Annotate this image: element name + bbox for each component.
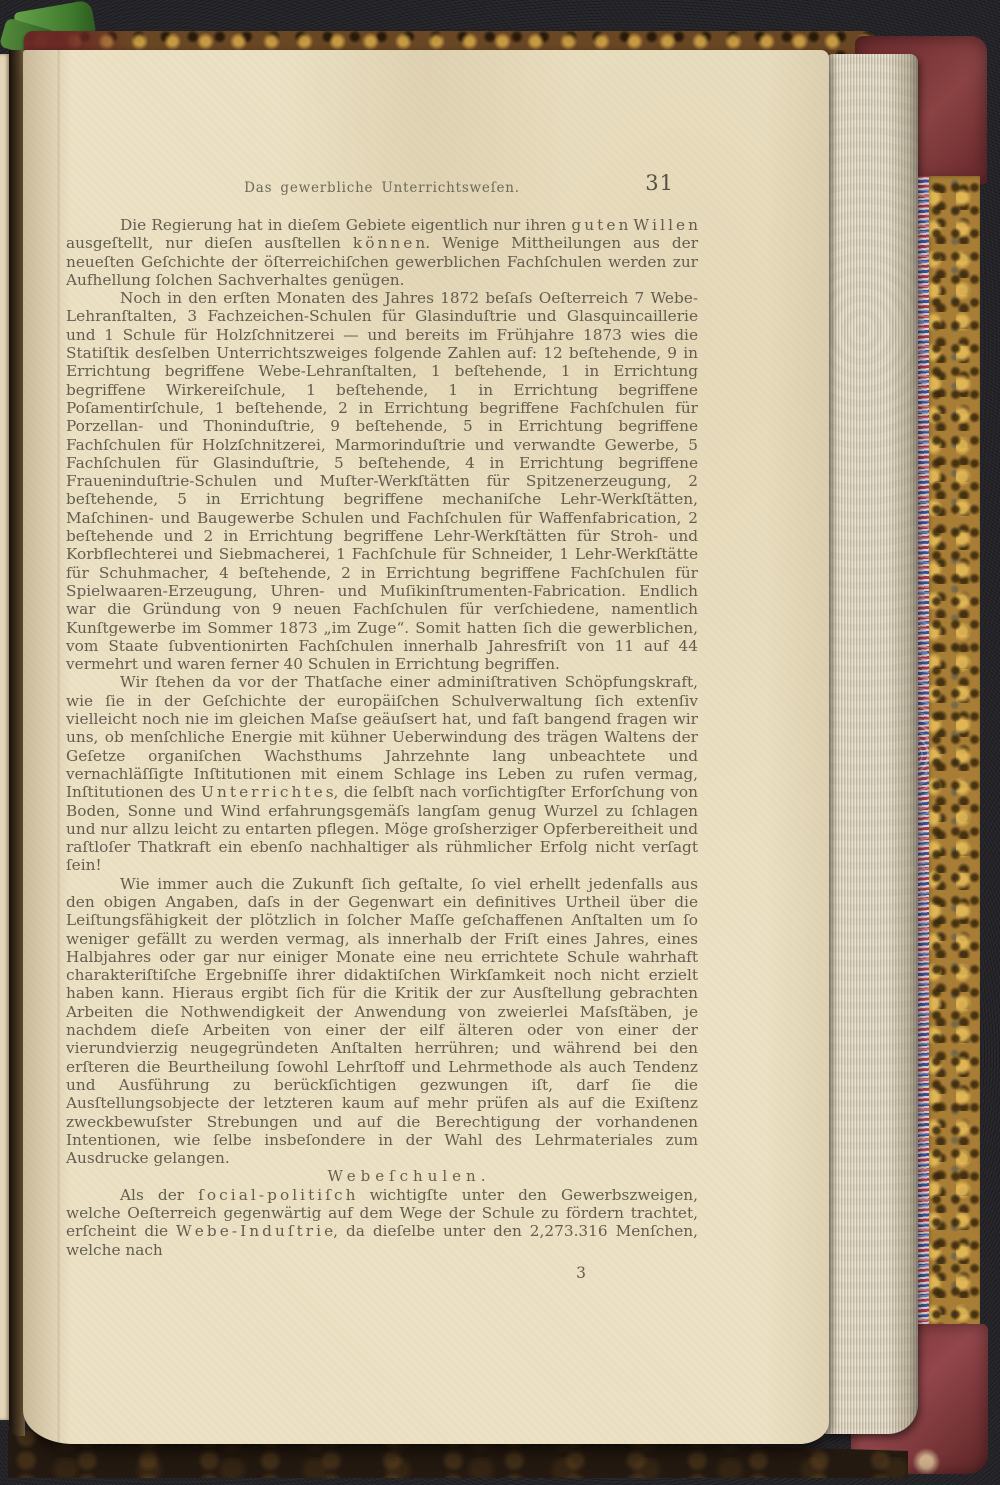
page-number: 31 (645, 171, 674, 195)
paragraph: Wie immer auch die Zukunft ſich geſtalte, ſo viel erhellt jedenfalls aus den obigen Angaben, daſs in der Gegenwart ein definitives Urtheil über die Leiſtungsfähigkeit der plötzlich in ſolcher Maſſe geſchaffenen Anſtalten um ſo weniger gefällt zu werden vermag, als innerhalb der Friſt eines Jahres, eines Halbjahres oder gar nur einiger Monate eine neu errichtete Schule wahrhaft charakteriſtiſche Ergebniſſe ihrer didaktiſchen Wirkſamkeit noch nicht erzielt haben kann. Hieraus ergibt ſich für die Kritik der zur Ausſtellung gebrachten Arbeiten die Nothwendigkeit der Anwendung von zweierlei Maſsſtäben, je nachdem dieſe Arbeiten von einer der eilf älteren oder von einer der vierundvierzig neugegründeten Anſtalten herrühren; und während bei den erſteren die Beurtheilung ſowohl Lehrſtoff und Lehrmethode als auch Tendenz und Ausführung zu berückſichtigen gezwungen iſt, darf ſie die Ausſtellungsobjecte der letzteren kaum auf mehr prüfen als auf die Exiſtenz zweckbewuſster Strebungen und auf die Berechtigung der vorhandenen Intentionen, wie ſelbe insbeſondere in der Wahl des Lehrmateriales zum Ausdrucke gelangen. (66, 874, 698, 1168)
book-page (23, 50, 829, 1444)
signature-mark: 3 (576, 1263, 586, 1282)
paragraph: Wir ſtehen da vor der Thatſache einer adminiſtrativen Schöpfungskraft, wie ſie in der Geſchichte der europäiſchen Schulverwaltung ſich extenſiv vielleicht noch nie im gleichen Maſse geäuſsert hat, und faſt bangend fragen wir uns, ob menſchliche Energie mit kühner Ueberwindung des trägen Waltens der Geſetze organiſchen Wachsthums Jahrzehnte lang unbeachtete und vernachläſſigte Inſtitutionen mit einem Schlage ins Leben zu rufen vermag, Inſtitutionen des U n t e r r i c h t e s, die ſelbſt nach vorſichtigſter Erforſchung von Boden, Sonne und Wind erfahrungsgemäſs langſam genug Wurzel zu ſchlagen und nur allzu leicht zu entarten pflegen. Möge groſsherziger Opferbereitheit und raſtloſer Thatkraft ein ebenſo nachhaltiger als rühmlicher Erfolg nicht verſagt ſein! (66, 673, 698, 875)
body-text (66, 216, 698, 1282)
section-heading: Webeſchulen. (327, 1167, 491, 1186)
running-title: Das gewerbliche Unterrichtsweſen. (244, 180, 520, 196)
page-content (66, 171, 698, 1282)
paragraph: Noch in den erſten Monaten des Jahres 1872 beſaſs Oeſterreich 7 Webe-Lehranſtalten, 3 Fachzeichen-Schulen für Glasinduſtrie und Glasquincaillerie und 1 Schule für Holzſchnitzerei — und bereits im Frühjahre 1873 wies die Statiſtik desſelben Unterrichtszweiges folgende Zahlen auf: 12 beſtehende, 9 in Errichtung begriffene Webe-Lehranſtalten, 1 beſtehende, 1 in Errichtung begriffene Wirkereiſchule, 1 beſtehende, 1 in Errichtung begriffene Poſamentirſchule, 1 beſtehende, 2 in Errichtung begriffene Fachſchulen für Porzellan- und Thoninduſtrie, 9 beſtehende, 5 in Errichtung begriffene Fachſchulen für Holzſchnitzerei, Marmorinduſtrie und verwandte Gewerbe, 5 Fachſchulen für Glasinduſtrie, 5 beſtehende, 4 in Errichtung begriffene Fraueninduſtrie-Schulen und Muſter-Werkſtätten für Spitzenerzeugung, 2 beſtehende, 5 in Errichtung begriffene mechaniſche Lehr-Werkſtätten, Maſchinen- und Baugewerbe Schulen und Fachſchulen für Waffenfabrication, 2 beſtehende und 2 in Errichtung begriffene Lehr-Werkſtätten für Stroh- und Korbflechterei und Siebmacherei, 1 Fachſchule für Schneider, 1 Lehr-Werkſtätte für Schuhmacher, 4 beſtehende, 2 in Errichtung begriffene Fachſchulen für Spielwaaren-Erzeugung, Uhren- und Muſikinſtrumenten-Fabrication. Endlich war die Gründung von 9 neuen Fachſchulen für verſchiedene, namentlich Kunſtgewerbe im Sommer 1873 „im Zuge“. Somit hatten ſich die gewerblichen, vom Staate ſubventionirten Fachſchulen innerhalb Jahresfriſt von 11 auf 44 vermehrt und waren ferner 40 Schulen in Errichtung begriffen. (66, 289, 698, 674)
page-fore-edge-stack (825, 54, 918, 1434)
marbled-board-right (927, 176, 980, 1334)
paragraph: Als der ſ o c i a l - p o l i t i ſ c h wichtigſte unter den Gewerbszweigen, welche Oeſterreich gegenwärtig auf dem Wege der Schule zu fördern trachtet, erſcheint die W e b e - I n d u ſ t r i e, da dieſelbe unter den 2,273.316 Menſchen, welche nach (66, 1185, 698, 1259)
page-header (66, 171, 698, 200)
paragraph: Die Regierung hat in dieſem Gebiete eigentlich nur ihren g u t e n W i l l e n ausgeſtellt, nur dieſen ausſtellen k ö n n e n. Wenige Mittheilungen aus der neueſten Geſchichte der öſterreichiſchen gewerblichen Fachſchulen werden zur Aufhellung ſolchen Sachverhaltes genügen. (66, 216, 698, 289)
